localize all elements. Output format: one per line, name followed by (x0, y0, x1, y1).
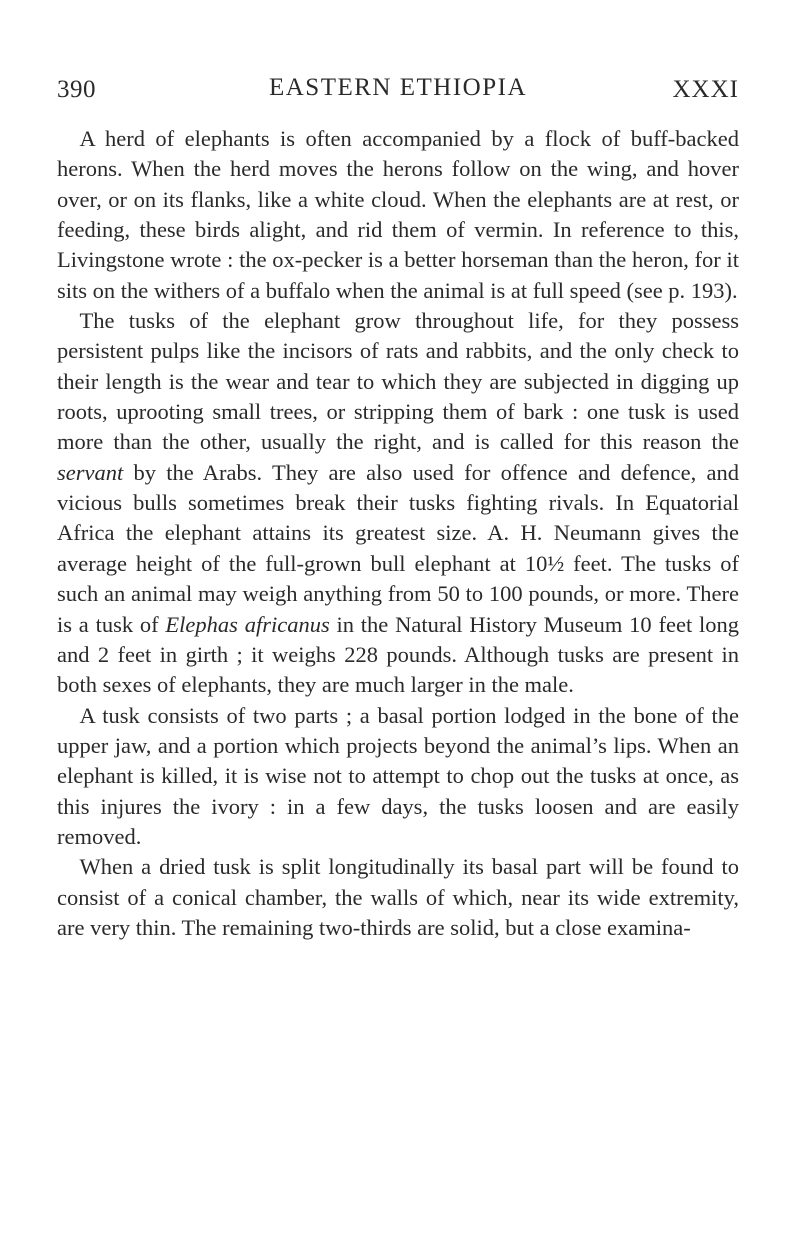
paragraph-dried-tusk: When a dried tusk is split longitudinally its basal part will be found to consist of a conical chamber, the walls of which, near its wide extremity, are very thin. The remaining two-thirds are solid, but a close examina- (57, 854, 739, 940)
running-title: EASTERN ETHIOPIA (268, 74, 527, 101)
body-text (57, 124, 739, 943)
paragraph-tusk-parts: A tusk consists of two parts ; a basal portion lodged in the bone of the upper jaw, and a portion which projects beyond the animal’s lips. When an elephant is killed, it is wise not to attempt to chop out the tusks at once, as this injures the ivory : in a few days, the tusks loosen and are easily removed. (57, 702, 739, 849)
paragraph-tusks-text-1: The tusks of the elephant grow throughout life, for they possess persistent pulps like the incisors of rats and rabbits, and the only check to their length is the wear and tear to which they are subjected in digging up roots, uprooting small trees, or stripping them of bark : one tusk is used more than the other, usually the right, and is called for this reason the (57, 308, 739, 455)
page-header (57, 74, 739, 108)
italic-species-name: Elephas africanus (165, 611, 330, 637)
paragraph-tusks-text-2: by the Arabs. They are also used for offence and defence, and vicious bulls sometimes break their tusks fighting rivals. In Equatorial Africa the elephant attains its greatest size. A. H. Neumann gives the average height of the full-grown bull elephant at 10½ feet. The tusks of such an animal may weigh anything from 50 to 100 pounds, or more. There is a tusk of (57, 459, 739, 637)
italic-servant: servant (57, 459, 124, 485)
paragraph-herons: A herd of elephants is often accompanied by a flock of buff-backed herons. When the herd moves the herons follow on the wing, and hover over, or on its flanks, like a white cloud. When the elephants are at rest, or feeding, these birds alight, and rid them of vermin. In reference to this, Livingstone wrote : the ox-pecker is a better horseman than the heron, for it sits on the withers of a buffalo when the animal is at full speed (see p. 193). (57, 126, 739, 303)
page-number: 390 (57, 76, 96, 103)
paragraph-tusks-text-3: in the Natural History Museum 10 feet long and 2 feet in girth ; it weighs 228 pounds. Although tusks are present in both sexes of elephants, they are much larger in the male. (57, 611, 739, 698)
chapter-number: XXXI (672, 76, 739, 103)
paragraph-tusks (57, 306, 739, 700)
